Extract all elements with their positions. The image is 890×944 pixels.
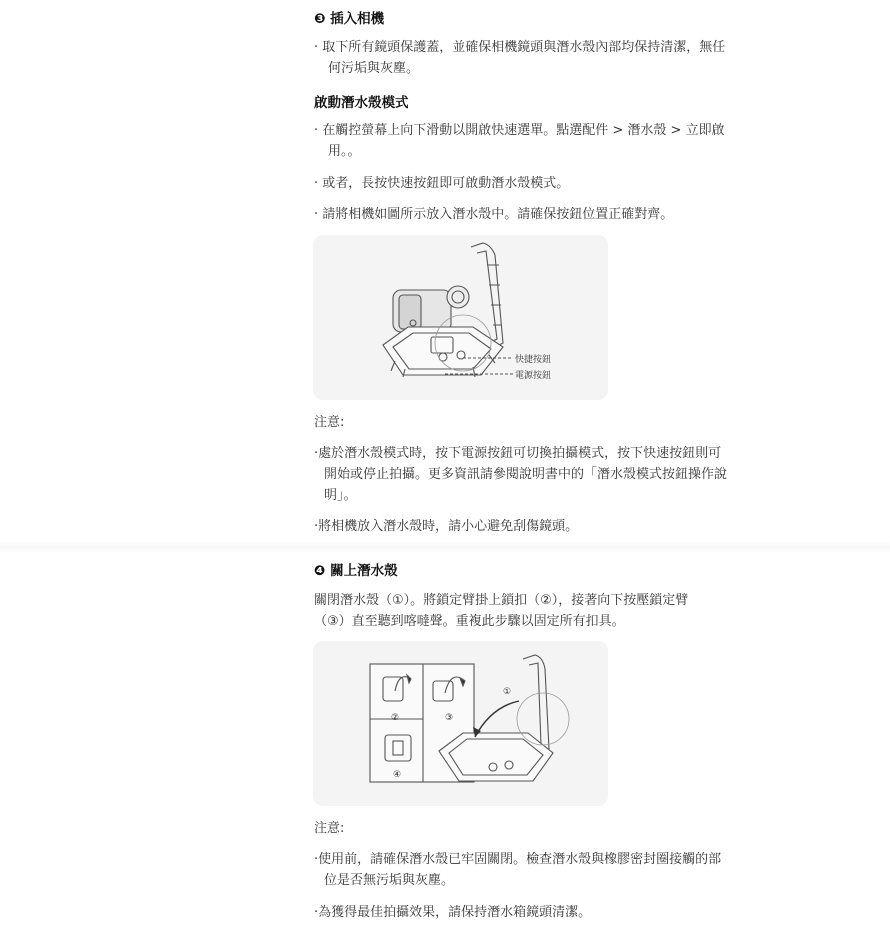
mode-bullet-2: · 或者，長按快速按鈕即可啟動潛水殼模式。 (314, 176, 570, 191)
note1-item-2: ·將相機放入潛水殼時，請小心避免刮傷鏡頭。 (314, 519, 579, 534)
label-quick-button: 快捷按鈕 (515, 355, 552, 365)
note2-title: 注意: (314, 821, 345, 836)
note1-title: 注意: (314, 415, 345, 430)
mode-heading: 啟動潛水殼模式 (314, 95, 409, 111)
step4-heading: ❹ 關上潛水殼 (314, 563, 398, 579)
mode-bullet-3: · 請將相機如圖所示放入潛水殼中。請確保按鈕位置正確對齊。 (314, 207, 674, 222)
step3-bullet: · 取下所有鏡頭保護蓋，並確保相機鏡頭與潛水殼內部均保持清潔，無任何污垢與灰塵。 (314, 40, 726, 76)
figure-close-housing (313, 641, 608, 806)
section-divider (0, 541, 890, 553)
step4-paragraph: 關閉潛水殼（①）。將鎖定臂掛上鎖扣（②），接著向下按壓鎖定臂（③）直至聽到喀噠聲。重複此步驟以固定所有扣具。 (314, 593, 689, 629)
figure2-label-1: ① (503, 687, 512, 697)
close-housing-illustration (313, 641, 608, 806)
note2-item-2: ·為獲得最佳拍攝效果，請保持潛水箱鏡頭清潔。 (314, 905, 592, 920)
figure2-label-4: ④ (393, 770, 402, 780)
note1-item-1: ·處於潛水殼模式時，按下電源按鈕可切換拍攝模式，按下快速按鈕則可開始或停止拍攝。更多資訊請參閱說明書中的「潛水殼模式按鈕操作說明」。 (314, 446, 728, 503)
label-power-button: 電源按鈕 (515, 371, 552, 381)
figure2-label-3: ③ (445, 713, 454, 723)
figure2-label-2: ② (391, 713, 400, 723)
note2-item-1: ·使用前，請確保潛水殼已牢固關閉。檢查潛水殼與橡膠密封圈接觸的部位是否無污垢與灰塵。 (314, 852, 722, 888)
mode-bullet-1: · 在觸控螢幕上向下滑動以開啟快速選單。點選配件 > 潛水殼 > 立即啟用。。 (314, 123, 725, 159)
step3-heading: ❸ 插入相機 (314, 11, 385, 27)
figure-camera-insert (313, 235, 608, 400)
camera-insert-illustration (313, 235, 608, 400)
